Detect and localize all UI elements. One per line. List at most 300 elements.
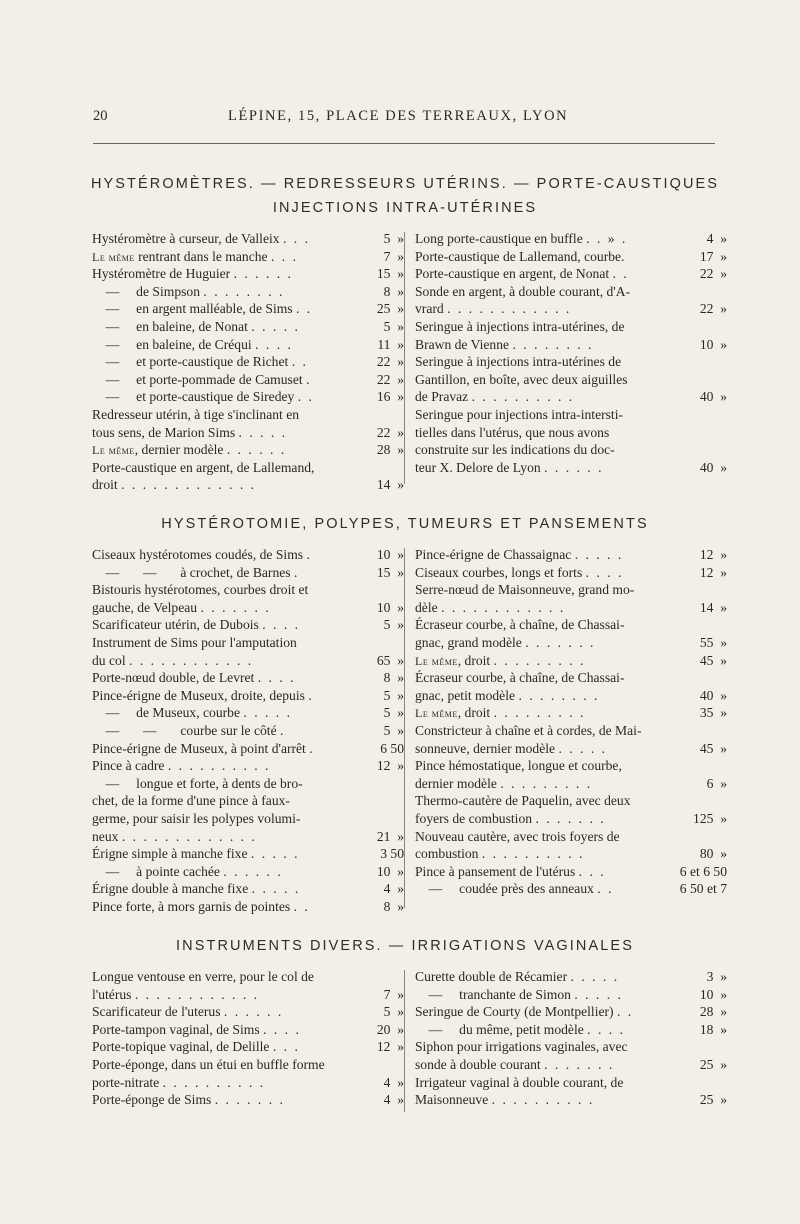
small-caps-label: Le même bbox=[415, 706, 458, 721]
item-text bbox=[415, 669, 624, 687]
dot-leader: . . . . . . . . . bbox=[493, 705, 586, 721]
item-text bbox=[92, 265, 293, 283]
item-price: 10 » bbox=[376, 863, 404, 879]
item-text bbox=[415, 265, 629, 283]
item-price: 7 » bbox=[383, 248, 404, 264]
dot-leader: . . bbox=[297, 389, 314, 405]
item-description: germe, pour saisir les polypes volumi- bbox=[92, 810, 301, 826]
item-description: Scarificateur utérin, de Dubois bbox=[92, 617, 259, 633]
catalog-line bbox=[92, 704, 404, 722]
item-text bbox=[415, 599, 565, 617]
item-text bbox=[415, 810, 606, 828]
catalog-line bbox=[92, 792, 404, 810]
section-right-column bbox=[415, 968, 727, 1109]
dot-leader: . . . . . . . . . . bbox=[471, 389, 575, 405]
catalog-line bbox=[92, 810, 404, 828]
item-price: 8 » bbox=[383, 670, 404, 686]
item-description: Pince à cadre bbox=[92, 758, 165, 774]
catalog-line bbox=[415, 792, 727, 810]
item-price: 8 » bbox=[383, 283, 404, 299]
item-description: Porte-caustique de Lallemand, courbe. bbox=[415, 248, 625, 264]
item-price: 25 » bbox=[699, 1092, 727, 1108]
item-price: 22 » bbox=[699, 301, 727, 317]
dot-leader: . bbox=[306, 371, 312, 387]
item-text bbox=[415, 1056, 614, 1074]
item-description: l'utérus bbox=[92, 986, 132, 1002]
item-text bbox=[415, 634, 595, 652]
dot-leader: . . . . . . . . . . . . . bbox=[121, 828, 257, 844]
item-description: vrard bbox=[415, 301, 444, 317]
item-text bbox=[92, 300, 312, 318]
item-description: droit bbox=[92, 477, 118, 493]
section-left-column bbox=[92, 230, 404, 494]
item-text bbox=[92, 757, 270, 775]
catalog-line bbox=[92, 898, 404, 916]
catalog-line bbox=[415, 1021, 727, 1039]
catalog-line bbox=[415, 775, 727, 793]
dot-leader: . . . . . bbox=[558, 740, 608, 756]
item-price: 22 » bbox=[699, 266, 727, 282]
item-text bbox=[92, 546, 312, 564]
item-price: 7 » bbox=[383, 986, 404, 1002]
item-description: , droit bbox=[457, 705, 491, 721]
item-text bbox=[92, 652, 253, 670]
item-text bbox=[92, 564, 299, 582]
item-description: — en argent malléable, de Sims bbox=[92, 301, 293, 317]
item-text bbox=[92, 986, 259, 1004]
item-text bbox=[92, 353, 308, 371]
item-description: dernier modèle bbox=[415, 775, 497, 791]
catalog-line bbox=[415, 441, 727, 459]
item-description: — en baleine, de Créqui bbox=[92, 336, 252, 352]
item-text bbox=[415, 880, 614, 898]
item-text bbox=[92, 318, 300, 336]
dot-leader: . . . . bbox=[257, 670, 296, 686]
item-price: 55 » bbox=[699, 634, 727, 650]
catalog-line bbox=[415, 388, 727, 406]
catalog-line bbox=[92, 845, 404, 863]
catalog-line bbox=[92, 863, 404, 881]
item-price: 6 50 bbox=[380, 740, 404, 756]
dot-leader: . . . bbox=[578, 863, 606, 879]
item-description: , droit bbox=[457, 652, 491, 668]
catalog-line bbox=[92, 265, 404, 283]
dot-leader: . bbox=[308, 687, 314, 703]
catalog-line bbox=[415, 722, 727, 740]
item-price: 5 » bbox=[383, 705, 404, 721]
item-description: Porte-éponge de Sims bbox=[92, 1092, 212, 1108]
catalog-line bbox=[415, 757, 727, 775]
dot-leader: . . . . . bbox=[250, 846, 300, 862]
item-price: 14 » bbox=[699, 599, 727, 615]
dot-leader: . . . . . . . bbox=[535, 810, 606, 826]
page-header bbox=[0, 104, 800, 128]
dot-leader: . bbox=[280, 722, 286, 738]
catalog-line bbox=[415, 616, 727, 634]
item-text bbox=[92, 722, 285, 740]
item-price: 45 » bbox=[699, 740, 727, 756]
item-description: Porte-caustique en argent, de Nonat bbox=[415, 266, 610, 282]
dot-leader: . . . . . . . . bbox=[203, 283, 285, 299]
catalog-line bbox=[92, 722, 404, 740]
item-text bbox=[415, 863, 606, 881]
item-text bbox=[92, 968, 314, 986]
item-description: Érigne simple à manche fixe bbox=[92, 846, 248, 862]
item-text bbox=[92, 1056, 325, 1074]
dot-leader: . . . . . . bbox=[223, 863, 283, 879]
item-text bbox=[92, 616, 300, 634]
item-description: tielles dans l'utérus, que nous avons bbox=[415, 424, 610, 440]
item-price: 20 » bbox=[376, 1021, 404, 1037]
dot-leader: . . . . bbox=[263, 1021, 301, 1037]
item-text bbox=[415, 775, 592, 793]
item-price: 22 » bbox=[376, 354, 404, 370]
catalog-line bbox=[92, 669, 404, 687]
section-title bbox=[90, 172, 720, 220]
item-text bbox=[92, 810, 300, 828]
catalog-line bbox=[92, 687, 404, 705]
dot-leader: . . . . . . . . . . . . bbox=[134, 986, 260, 1002]
item-price: 5 » bbox=[383, 687, 404, 703]
item-text bbox=[92, 581, 308, 599]
item-price: 6 et 6 50 bbox=[679, 863, 727, 879]
item-text bbox=[415, 704, 585, 723]
item-description: Hystéromètre de Huguier bbox=[92, 266, 231, 282]
item-price: 12 » bbox=[699, 564, 727, 580]
dot-leader: . . . . . . . bbox=[544, 1056, 615, 1072]
item-text bbox=[92, 1038, 300, 1056]
item-text bbox=[415, 564, 623, 582]
item-description: Seringue à injections intra-utérines de bbox=[415, 354, 622, 370]
item-description: Ciseaux courbes, longs et forts bbox=[415, 564, 583, 580]
catalog-line bbox=[92, 1091, 404, 1109]
small-caps-label: Le même bbox=[415, 653, 458, 668]
catalog-line bbox=[415, 828, 727, 846]
item-description: Ciseaux hystérotomes coudés, de Sims bbox=[92, 547, 304, 562]
catalog-line bbox=[415, 880, 727, 898]
item-text bbox=[92, 898, 310, 916]
item-price: 14 » bbox=[376, 477, 404, 493]
catalog-line bbox=[92, 318, 404, 336]
catalog-line bbox=[415, 1056, 727, 1074]
item-description: Pince-érigne de Museux, droite, depuis bbox=[92, 687, 305, 703]
item-description: — coudée près des anneaux bbox=[415, 881, 594, 897]
catalog-line bbox=[92, 283, 404, 301]
item-text bbox=[415, 353, 621, 371]
item-price: 10 » bbox=[376, 599, 404, 615]
catalog-line bbox=[415, 353, 727, 371]
catalog-line bbox=[415, 863, 727, 881]
item-price: 3 » bbox=[706, 969, 727, 984]
item-description: Constricteur à chaîne et à cordes, de Mai- bbox=[415, 722, 642, 738]
item-description: gnac, grand modèle bbox=[415, 634, 522, 650]
item-text bbox=[92, 371, 311, 389]
item-description: sonde à double courant bbox=[415, 1056, 541, 1072]
item-price: 4 » bbox=[383, 1074, 404, 1090]
item-text bbox=[92, 863, 283, 881]
dot-leader: . . bbox=[597, 881, 614, 897]
item-text bbox=[415, 740, 607, 758]
catalog-line bbox=[415, 810, 727, 828]
catalog-line bbox=[415, 652, 727, 670]
dot-leader: . . . bbox=[272, 1039, 300, 1055]
item-description: Pince à pansement de l'utérus bbox=[415, 863, 576, 879]
catalog-line bbox=[415, 546, 727, 564]
item-description: — du même, petit modèle bbox=[415, 1021, 584, 1037]
catalog-line bbox=[92, 564, 404, 582]
item-price: 17 » bbox=[699, 248, 727, 264]
item-price: 80 » bbox=[699, 846, 727, 862]
catalog-line bbox=[92, 1021, 404, 1039]
item-price: 10 » bbox=[376, 547, 404, 562]
item-text bbox=[92, 336, 293, 354]
item-description: — et porte-pommade de Camuset bbox=[92, 371, 303, 387]
item-price: 12 » bbox=[376, 1039, 404, 1055]
item-text bbox=[415, 722, 641, 740]
section-title bbox=[90, 934, 720, 958]
item-price: 5 » bbox=[383, 231, 404, 246]
item-price: 10 » bbox=[699, 336, 727, 352]
dot-leader: . . . bbox=[282, 231, 310, 246]
item-description: Pince-érigne de Museux, à point d'arrêt bbox=[92, 740, 306, 756]
dot-leader: . . . . . bbox=[251, 318, 300, 334]
catalog-line bbox=[415, 669, 727, 687]
item-price: 5 » bbox=[383, 1004, 404, 1020]
catalog-line bbox=[415, 634, 727, 652]
item-description: rentrant dans le manche bbox=[134, 248, 268, 264]
item-description: Seringue à injections intra-utérines, de bbox=[415, 318, 625, 334]
dot-leader: . . . . . . . . . . bbox=[167, 758, 271, 774]
item-description: Brawn de Vienne bbox=[415, 336, 510, 352]
item-description: gnac, petit modèle bbox=[415, 687, 516, 703]
item-price: 4 » bbox=[706, 231, 727, 246]
item-description: neux bbox=[92, 828, 119, 844]
item-description: Porte-caustique en argent, de Lallemand, bbox=[92, 459, 315, 475]
catalog-line bbox=[92, 968, 404, 986]
catalog-line bbox=[92, 634, 404, 652]
item-price: 6 50 et 7 bbox=[679, 881, 727, 897]
dot-leader: . . . . . . . . . bbox=[500, 775, 593, 791]
item-price: 8 » bbox=[383, 898, 404, 914]
item-description: Thermo-cautère de Paquelin, avec deux bbox=[415, 793, 631, 809]
catalog-line bbox=[92, 476, 404, 494]
item-description: Sonde en argent, à double courant, d'A- bbox=[415, 283, 631, 299]
catalog-line bbox=[92, 775, 404, 793]
item-description: chet, de la forme d'une pince à faux- bbox=[92, 793, 290, 809]
item-description: Porte-nœud double, de Levret bbox=[92, 670, 255, 686]
item-price: 25 » bbox=[699, 1056, 727, 1072]
item-text bbox=[415, 1021, 625, 1039]
catalog-line bbox=[92, 880, 404, 898]
item-text bbox=[415, 441, 615, 459]
item-description: dèle bbox=[415, 599, 438, 615]
item-description: porte-nitrate bbox=[92, 1074, 160, 1090]
item-price: 45 » bbox=[699, 652, 727, 668]
item-description: Irrigateur vaginal à double courant, de bbox=[415, 1074, 624, 1090]
item-text bbox=[92, 1003, 283, 1021]
item-description: — en baleine, de Nonat bbox=[92, 318, 248, 334]
item-text bbox=[415, 792, 631, 810]
dot-leader: . . . . . . . . . . bbox=[491, 1092, 595, 1108]
item-description: — de Museux, courbe bbox=[92, 705, 240, 721]
dot-leader: . . . . . . . . . . . . bbox=[447, 301, 572, 317]
dot-leader: . . . . . bbox=[574, 986, 623, 1002]
item-price: 10 » bbox=[699, 986, 727, 1002]
item-price: 5 » bbox=[383, 318, 404, 334]
item-description: foyers de combustion bbox=[415, 810, 533, 826]
item-description: Maisonneuve bbox=[415, 1092, 489, 1108]
catalog-line bbox=[415, 1091, 727, 1109]
section-left-column bbox=[92, 546, 404, 915]
small-caps-label: Le même bbox=[92, 249, 135, 264]
item-description: Porte-éponge, dans un étui en buffle forme bbox=[92, 1056, 325, 1072]
item-text bbox=[415, 986, 623, 1004]
item-description: Écraseur courbe, à chaîne, de Chassai- bbox=[415, 617, 625, 633]
item-text bbox=[415, 1003, 633, 1021]
dot-leader: . . . . bbox=[585, 564, 624, 580]
dot-leader: . . . . . bbox=[570, 969, 620, 984]
item-text bbox=[92, 476, 256, 494]
item-text bbox=[415, 459, 604, 477]
header-rule bbox=[93, 143, 715, 144]
dot-leader: . . bbox=[616, 1004, 634, 1020]
dot-leader: . . . . . bbox=[251, 881, 301, 897]
dot-leader: . . . . . . bbox=[223, 1004, 284, 1020]
item-description: Gantillon, en boîte, avec deux aiguilles bbox=[415, 371, 628, 387]
catalog-line bbox=[415, 1003, 727, 1021]
catalog-line bbox=[92, 336, 404, 354]
item-price: 4 » bbox=[383, 881, 404, 897]
dot-leader: . . . . . . . . . . . . . bbox=[121, 477, 257, 493]
item-description: Seringue de Courty (de Montpellier) bbox=[415, 1004, 614, 1020]
dot-leader: . . . . . bbox=[574, 547, 624, 562]
item-price: 40 » bbox=[699, 459, 727, 475]
catalog-line bbox=[92, 652, 404, 670]
item-text bbox=[415, 371, 628, 389]
catalog-line bbox=[415, 740, 727, 758]
dot-leader: . . bbox=[291, 354, 308, 370]
item-description: Porte-tampon vaginal, de Sims bbox=[92, 1021, 260, 1037]
item-text bbox=[415, 300, 571, 318]
catalog-line bbox=[92, 441, 404, 459]
catalog-line bbox=[92, 459, 404, 477]
item-description: — à pointe cachée bbox=[92, 863, 220, 879]
item-price: 12 » bbox=[376, 758, 404, 774]
item-text bbox=[92, 230, 310, 248]
item-description: Pince hémostatique, longue et courbe, bbox=[415, 758, 622, 774]
item-description: de Pravaz bbox=[415, 389, 469, 405]
catalog-line bbox=[92, 546, 404, 564]
catalog-line bbox=[92, 371, 404, 389]
catalog-line bbox=[92, 1074, 404, 1092]
catalog-line bbox=[92, 388, 404, 406]
item-text bbox=[92, 424, 287, 442]
catalog-line bbox=[415, 318, 727, 336]
item-description: — — à crochet, de Barnes bbox=[92, 564, 291, 580]
item-description: Hystéromètre à curseur, de Valleix bbox=[92, 231, 280, 246]
item-description: Scarificateur de l'uterus bbox=[92, 1004, 221, 1020]
catalog-line bbox=[415, 300, 727, 318]
item-price: 40 » bbox=[699, 687, 727, 703]
section-title-line: HYSTÉROTOMIE, POLYPES, TUMEURS ET PANSEMENTS bbox=[161, 516, 649, 532]
catalog-line bbox=[415, 581, 727, 599]
item-text bbox=[415, 406, 623, 424]
item-price: 4 » bbox=[383, 1092, 404, 1108]
item-description: — et porte-caustique de Richet bbox=[92, 354, 289, 370]
item-description: Nouveau cautère, avec trois foyers de bbox=[415, 828, 620, 844]
item-text bbox=[92, 775, 303, 793]
dot-leader: . . . . . . . bbox=[525, 634, 596, 650]
item-text bbox=[92, 406, 299, 424]
item-description: Long porte-caustique en buffle bbox=[415, 231, 583, 246]
catalog-line bbox=[415, 1038, 727, 1056]
dot-leader: . . bbox=[293, 898, 310, 914]
item-text bbox=[415, 1091, 594, 1109]
item-price: 22 » bbox=[376, 371, 404, 387]
item-text bbox=[92, 1021, 301, 1039]
item-description: Siphon pour irrigations vaginales, avec bbox=[415, 1039, 628, 1055]
item-text bbox=[415, 828, 620, 846]
item-description: combustion bbox=[415, 846, 479, 862]
catalog-line bbox=[92, 406, 404, 424]
item-price: 25 » bbox=[376, 301, 404, 317]
item-price: 3 50 bbox=[380, 846, 404, 862]
item-text bbox=[92, 441, 286, 460]
dot-leader: . . . . bbox=[255, 336, 293, 352]
item-text bbox=[92, 704, 292, 722]
catalog-line bbox=[92, 1003, 404, 1021]
dot-leader: . . » . bbox=[586, 231, 628, 246]
item-text bbox=[415, 616, 624, 634]
item-price: 40 » bbox=[699, 389, 727, 405]
item-description: Longue ventouse en verre, pour le col de bbox=[92, 969, 314, 984]
item-text bbox=[415, 1038, 628, 1056]
item-text bbox=[92, 599, 271, 617]
catalog-line bbox=[415, 424, 727, 442]
item-price: 28 » bbox=[699, 1004, 727, 1020]
item-text bbox=[92, 1074, 265, 1092]
catalog-line bbox=[415, 1074, 727, 1092]
item-price: 15 » bbox=[376, 564, 404, 580]
item-text bbox=[415, 336, 593, 354]
item-description: teur X. Delore de Lyon bbox=[415, 459, 541, 475]
catalog-line bbox=[415, 968, 727, 986]
dot-leader: . . . . . bbox=[243, 705, 292, 721]
column-divider bbox=[404, 970, 405, 1112]
catalog-line bbox=[92, 616, 404, 634]
page-number: 20 bbox=[93, 108, 108, 124]
catalog-line bbox=[92, 248, 404, 266]
item-text bbox=[415, 546, 623, 564]
dot-leader: . . bbox=[612, 266, 629, 282]
item-text bbox=[415, 968, 619, 986]
dot-leader: . . . . . . bbox=[226, 442, 287, 458]
item-text bbox=[415, 757, 622, 775]
section-right-column bbox=[415, 546, 727, 898]
item-price: 125 » bbox=[693, 810, 727, 826]
dot-leader: . bbox=[309, 740, 315, 756]
dot-leader: . bbox=[293, 564, 300, 580]
item-description: — — courbe sur le côté bbox=[92, 722, 277, 738]
item-description: Pince forte, à mors garnis de pointes bbox=[92, 898, 291, 914]
dot-leader: . . . . . . . . . . bbox=[162, 1074, 266, 1090]
item-text bbox=[92, 459, 314, 477]
item-price: 65 » bbox=[376, 652, 404, 668]
item-description: Pince-érigne de Chassaignac bbox=[415, 547, 572, 562]
dot-leader: . . . bbox=[270, 248, 298, 264]
section-left-column bbox=[92, 968, 404, 1109]
item-text bbox=[415, 687, 599, 705]
